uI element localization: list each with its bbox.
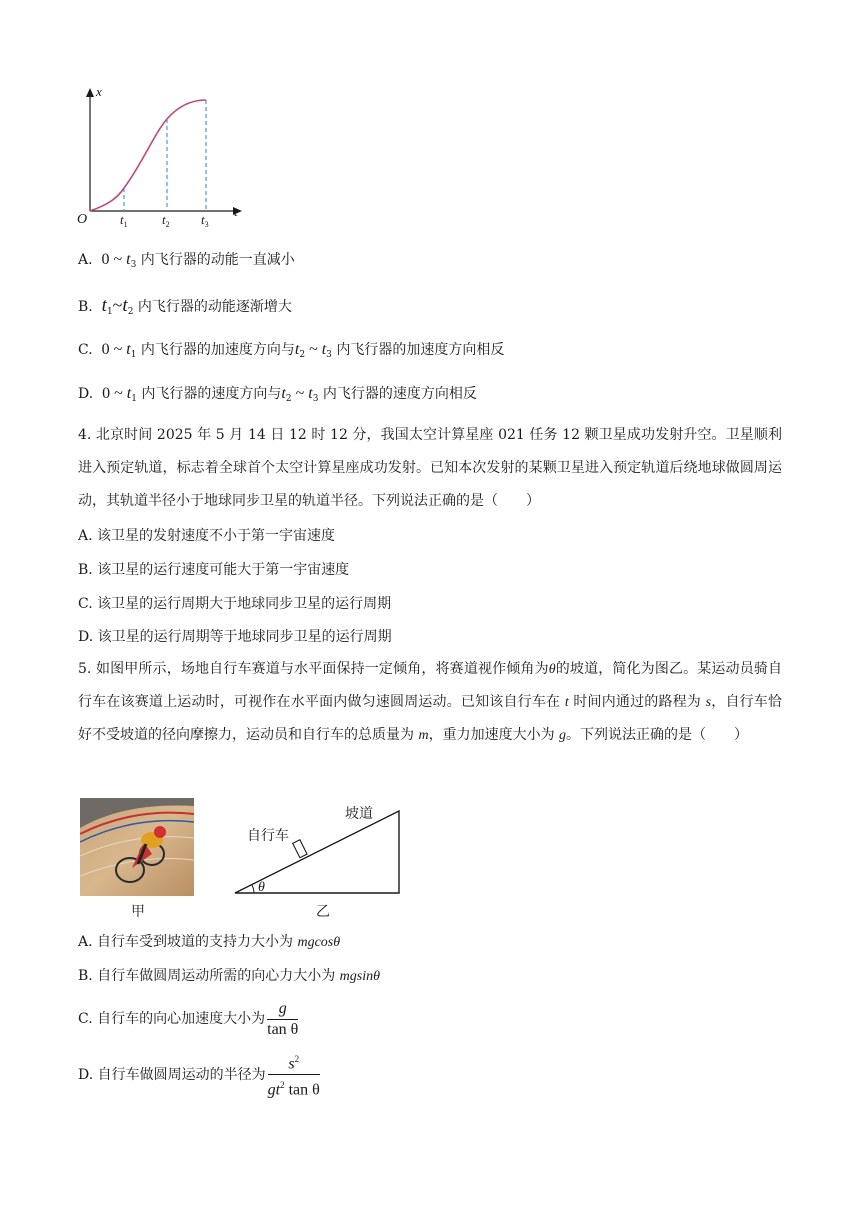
- figure-jia-label: 甲: [131, 904, 145, 920]
- q5-option-b: B. 自行车做圆周运动所需的向心力大小为 mgsinθ: [78, 968, 380, 984]
- q4-stem: 4. 北京时间 2025 年 5 月 14 日 12 时 12 分，我国太空计算星座 021 任务 12 颗卫星成功发射升空。卫星顺利进入预定轨道，标志着全球首个太空计算星座成功发射。已知本次发射的某颗卫星进入预定轨道后绕地球做圆周运动，其轨道半径小于地球同步卫星的轨道半径。下列说法正确的是（ ）: [78, 427, 782, 509]
- origin-label: O: [77, 212, 88, 227]
- cycling-photo: [80, 798, 194, 896]
- fraction-g-over-tan: $\frac{g}{\text{tan θ}}$: [267, 999, 299, 1038]
- displacement-curve: [90, 100, 206, 211]
- q4-option-d: D. 该卫星的运行周期等于地球同步卫星的运行周期: [78, 629, 392, 645]
- q3-option-d: D. 0 ~ $t_1$ 内飞行器的速度方向与$t_2$ ~ $t_3$ 内飞行器的速度方向相反: [78, 385, 477, 404]
- q4-option-a: A. 该卫星的发射速度不小于第一宇宙速度: [78, 528, 336, 544]
- t1-label: $t_1$: [120, 212, 128, 229]
- t3-label: $t_3$: [201, 212, 209, 229]
- slope-label: 坡道: [345, 806, 373, 822]
- q5-option-a: A. 自行车受到坡道的支持力大小为 mgcosθ: [78, 934, 341, 950]
- q4-option-c: C. 该卫星的运行周期大于地球同步卫星的运行周期: [78, 596, 392, 612]
- xt-graph: [70, 82, 260, 232]
- t-axis-label: t: [234, 204, 238, 219]
- q5-option-c: C. 自行车的向心加速度大小为 $\frac{g}{\text{tan θ}}$: [78, 999, 299, 1038]
- q3-option-c: C. 0 ~ $t_1$ 内飞行器的加速度方向与$t_2$ ~ $t_3$ 内飞行器的加速度方向相反: [78, 341, 505, 360]
- slope-diagram: [230, 800, 410, 900]
- q5-stem: 5. 如图甲所示，场地自行车赛道与水平面保持一定倾角，将赛道视作倾角为θ的坡道，简化为图乙。某运动员骑自行车在该赛道上运动时，可视作在水平面内做匀速圆周运动。已知该自行车在 t 时间内通过的路程为 s，自行车恰好不受坡道的径向摩擦力，运动员和自行车的总质量为 m，重力加速度大小为 g。下列说法正确的是（ ）: [78, 661, 783, 743]
- theta-arc: [252, 885, 254, 893]
- x-axis-arrow: [86, 88, 94, 97]
- q3-option-b: B. $t_1\sim t_2$ 内飞行器的动能逐渐增大: [78, 295, 292, 317]
- theta-label: θ: [258, 880, 265, 895]
- fraction-radius: $\frac{s^2}{gt^2 \tan \theta}$: [268, 1050, 320, 1100]
- figure-yi-label: 乙: [316, 904, 330, 920]
- q5-option-d: D. 自行车做圆周运动的半径为 $\frac{s^2}{gt^2 \tan \theta}$: [78, 1050, 320, 1100]
- x-axis-label: x: [96, 84, 102, 99]
- q4-option-b: B. 该卫星的运行速度可能大于第一宇宙速度: [78, 562, 350, 578]
- bike-label: 自行车: [247, 828, 289, 844]
- q3-option-a: A. 0 ~ $t_3$ 内飞行器的动能一直减小: [78, 251, 295, 270]
- t2-label: $t_2$: [162, 212, 170, 229]
- bike-block: [293, 840, 307, 858]
